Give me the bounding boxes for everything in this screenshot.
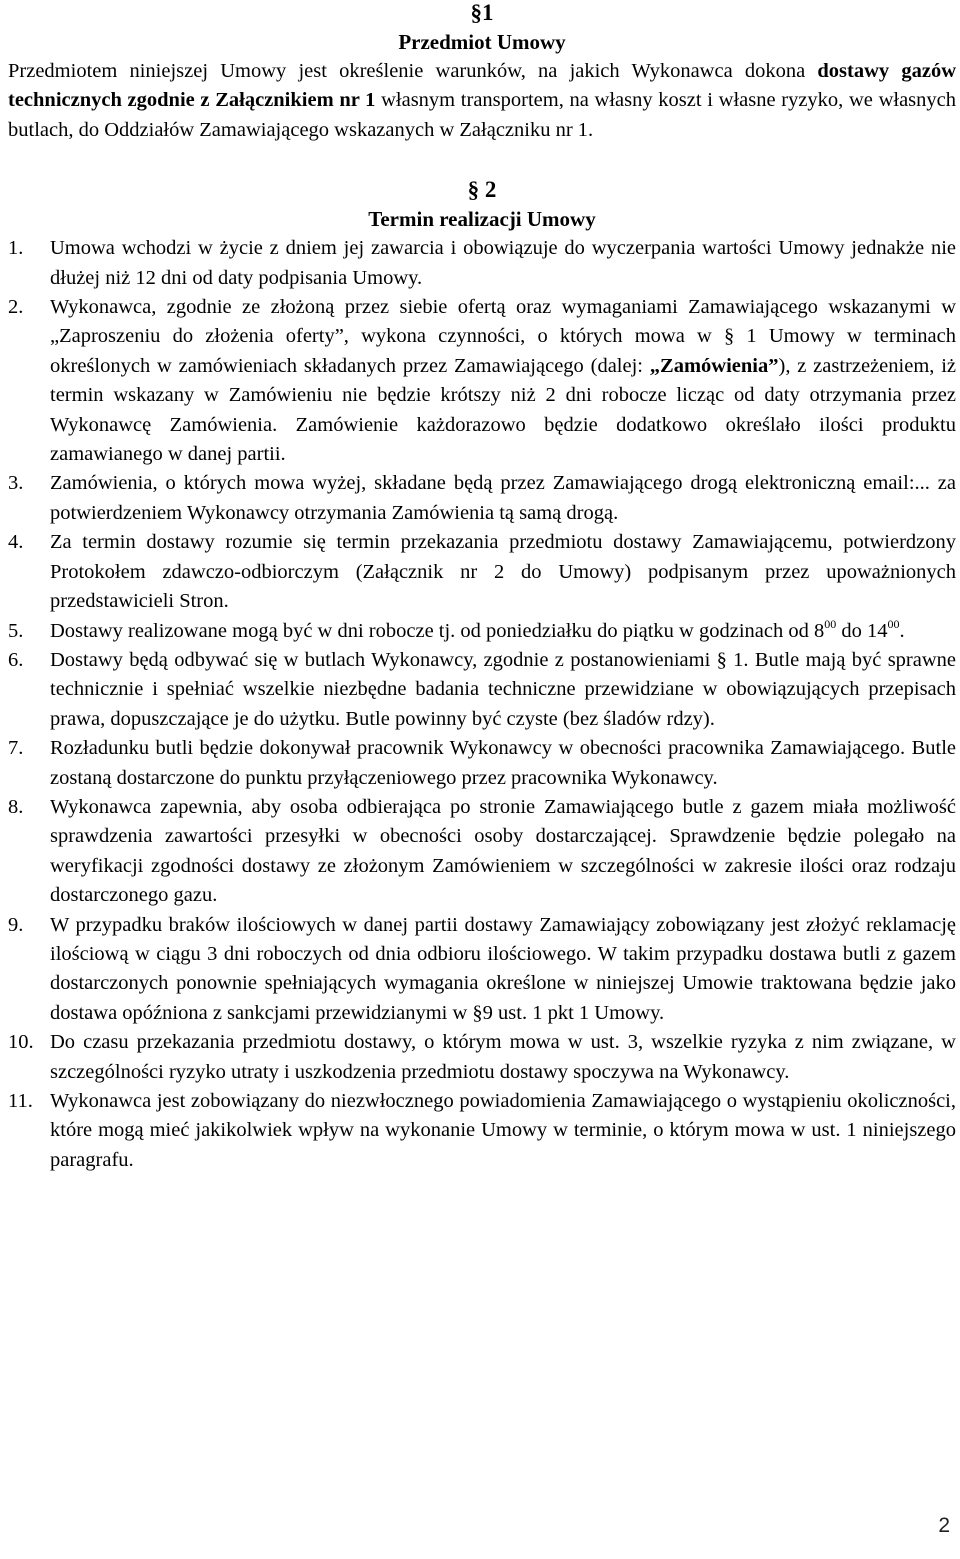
item-number: 1. xyxy=(8,237,24,260)
section-1-number: §1 xyxy=(470,0,494,25)
item-number: 8. xyxy=(8,795,24,818)
item-text-a: Dostawy realizowane mogą być w dni robocze tj. od poniedziałku do piątku w godzinach od 8 xyxy=(50,619,825,642)
page-number: 2 xyxy=(938,1514,950,1537)
item-text: Za termin dostawy rozumie się termin przekazania przedmiotu dostawy Zamawiającemu, potwierdzony Protokołem zdawczo-odbiorczym (Załącznik nr 2 do Umowy) podpisanym przez upoważnionych przedstawicieli Stron. xyxy=(50,531,956,613)
list-item xyxy=(8,793,956,911)
item-text: Rozładunku butli będzie dokonywał pracownik Wykonawcy w obecności pracownika Zamawiającego. Butle zostaną dostarczone do punktu przyłączeniowego przez pracownika Wykonawcy. xyxy=(50,737,956,789)
item-number: 5. xyxy=(8,619,24,642)
item-text-b: ), z zastrzeżeniem, iż termin wskazany w Zamówieniu nie będzie krótszy niż 2 dni robocze licząc od daty otrzymania przez Wykonawcę Zamówienia. Zamówienie każdorazowo będzie dodatkowo określało ilości produktu zamawianego w danej partii. xyxy=(50,354,956,466)
item-text-b: . xyxy=(899,619,905,642)
item-text: Dostawy będą odbywać się w butlach Wykonawcy, zgodnie z postanowieniami § 1. Butle mają być sprawne technicznie i spełniać wszelkie niezbędne badania techniczne przewidziane w obowiązujących przepisach prawa, dopuszczające je do użytku. Butle powinny być czyste (bez śladów rdzy). xyxy=(50,648,956,730)
list-item xyxy=(8,469,956,528)
time-superscript: 00 xyxy=(887,616,900,631)
list-item xyxy=(8,646,956,734)
section-1-text-bold: dostawy gazów technicznych zgodnie z Załącznikiem nr 1 xyxy=(8,60,957,112)
item-number: 11. xyxy=(8,1090,33,1112)
section-1-title: Przedmiot Umowy xyxy=(398,30,566,54)
list-item xyxy=(8,1028,956,1087)
item-number: 7. xyxy=(8,737,24,760)
section-1-paragraph xyxy=(8,57,956,145)
item-text-mid: do 14 xyxy=(836,619,888,642)
item-text: Umowa wchodzi w życie z dniem jej zawarcia i obowiązuje do wyczerpania wartości Umowy jednakże nie dłużej niż 12 dni od daty podpisania Umowy. xyxy=(50,237,956,289)
list-item xyxy=(8,293,956,469)
item-number: 3. xyxy=(8,472,24,495)
section-2-number: § 2 xyxy=(467,177,497,203)
item-number: 4. xyxy=(8,531,24,554)
item-text: Wykonawca zapewnia, aby osoba odbierająca po stronie Zamawiającego butle z gazem miała możliwość sprawdzenia zawartości przesyłki w obecności osoby dostarczającej. Sprawdzenie będzie polegało na weryfikacji zgodności dostawy ze złożonym Zamówieniem w szczególności w zakresie ilości oraz rodzaju dostarczonego gazu. xyxy=(50,795,956,907)
list-item xyxy=(8,617,956,646)
item-number: 10. xyxy=(8,1031,34,1054)
item-text: W przypadku braków ilościowych w danej partii dostawy Zamawiający zobowiązany jest złożyć reklamację ilościową w ciągu 3 dni roboczych od dnia odbioru ilościowego. W takim przypadku dostawa butli z gazem dostarczonych ponownie spełniających wymagania określone w niniejszej Umowie traktowana będzie jako dostawa opóźniona z sankcjami przewidzianymi w §9 ust. 1 pkt 1 Umowy. xyxy=(50,913,956,1024)
list-item xyxy=(8,734,956,793)
item-number: 9. xyxy=(8,913,24,936)
list-item xyxy=(8,1087,956,1175)
document-page xyxy=(8,0,956,1175)
item-text xyxy=(50,293,956,469)
section-1-text-a: Przedmiotem niniejszej Umowy jest określenie warunków, na jakich Wykonawca dokona xyxy=(8,60,818,82)
item-text: Wykonawca jest zobowiązany do niezwłocznego powiadomienia Zamawiającego o wystąpieniu okoliczności, które mogą mieć jakikolwiek wpływ na wykonanie Umowy w terminie, o którym mowa w ust. 1 niniejszego paragrafu. xyxy=(50,1090,956,1171)
time-superscript: 00 xyxy=(824,616,837,631)
item-text-bold: „Zamówienia” xyxy=(649,354,779,377)
list-item xyxy=(8,234,956,293)
item-text xyxy=(50,617,956,646)
section-1-text-b: własnym transportem, na własny koszt i własne ryzyko, we własnych butlach, do Oddziałów Zamawiającego wskazanych w Załączniku nr 1. xyxy=(8,89,957,141)
item-number: 6. xyxy=(8,648,24,671)
section-2-title: Termin realizacji Umowy xyxy=(368,207,596,232)
item-text-a: Wykonawca, zgodnie ze złożoną przez siebie ofertą oraz wymaganiami Zamawiającego wskazanymi w „Zaproszeniu do złożenia oferty”, wykona czynności, o których mowa w § 1 Umowy w terminach określonych w zamówieniach składanych przez Zamawiającego (dalej: xyxy=(50,296,956,377)
list-item xyxy=(8,528,956,616)
item-text: Zamówienia, o których mowa wyżej, składane będą przez Zamawiającego drogą elektroniczną email:... za potwierdzeniem Wykonawcy otrzymania Zamówienia tą samą drogą. xyxy=(50,472,956,524)
item-text: Do czasu przekazania przedmiotu dostawy, o którym mowa w ust. 3, wszelkie ryzyka z nim związane, w szczególności ryzyko utraty i uszkodzenia przedmiotu dostawy spoczywa na Wykonawcy. xyxy=(50,1031,956,1083)
list-item xyxy=(8,911,956,1029)
item-number: 2. xyxy=(8,296,24,319)
